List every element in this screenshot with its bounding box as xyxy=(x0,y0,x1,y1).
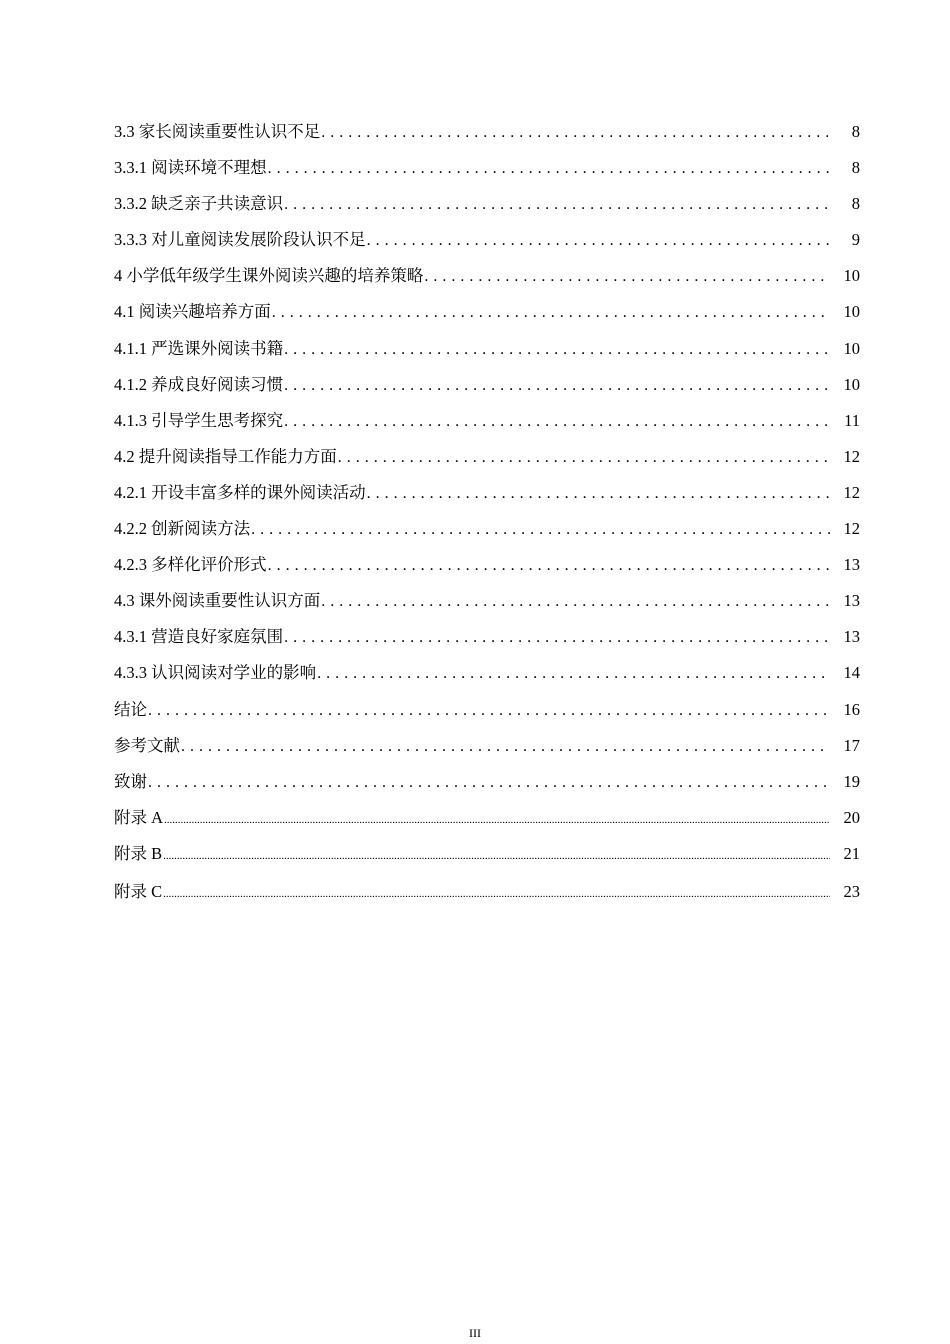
toc-entry-page: 10 xyxy=(843,266,860,286)
toc-entry[interactable] xyxy=(114,262,860,298)
dot-leader xyxy=(284,413,830,431)
toc-entry[interactable] xyxy=(114,371,860,407)
toc-entry-page: 13 xyxy=(843,627,860,647)
toc-entry[interactable] xyxy=(114,154,860,190)
dot-leader xyxy=(424,268,830,286)
dot-leader xyxy=(148,702,830,720)
dot-leader xyxy=(317,665,830,683)
toc-entry[interactable] xyxy=(114,732,860,768)
dot-leader xyxy=(367,232,830,250)
toc-entry[interactable] xyxy=(114,878,860,914)
toc-entry-page: 12 xyxy=(843,446,860,466)
toc-entry-page: 10 xyxy=(843,302,860,322)
toc-entry[interactable] xyxy=(114,840,860,876)
dot-leader xyxy=(163,846,830,864)
toc-entry-label: 附录 C xyxy=(114,881,163,901)
toc-entry[interactable] xyxy=(114,515,860,551)
toc-entry-page: 10 xyxy=(843,338,860,358)
toc-entry-label: 参考文献 xyxy=(114,735,180,755)
toc-entry-page: 20 xyxy=(843,807,860,827)
toc-entry[interactable] xyxy=(114,659,860,695)
dot-leader xyxy=(321,593,830,611)
toc-entry-page: 14 xyxy=(843,663,860,683)
dot-leader xyxy=(181,738,830,756)
dot-leader xyxy=(272,304,830,322)
dot-leader xyxy=(321,124,830,142)
toc-entry[interactable] xyxy=(114,298,860,334)
dot-leader xyxy=(164,810,830,828)
table-of-contents xyxy=(114,118,860,914)
dot-leader xyxy=(268,160,830,178)
dot-leader xyxy=(367,485,830,503)
toc-entry-label: 4.2.1 开设丰富多样的课外阅读活动 xyxy=(114,482,366,502)
toc-entry-page: 19 xyxy=(843,771,860,791)
toc-entry-page: 12 xyxy=(843,482,860,502)
toc-entry-label: 4.1.2 养成良好阅读习惯 xyxy=(114,374,284,394)
dot-leader xyxy=(284,196,830,214)
toc-entry[interactable] xyxy=(114,335,860,371)
toc-entry-label: 4.2.2 创新阅读方法 xyxy=(114,519,251,539)
toc-entry[interactable] xyxy=(114,190,860,226)
toc-entry-label: 3.3.2 缺乏亲子共读意识 xyxy=(114,194,284,214)
toc-entry-page: 21 xyxy=(843,843,860,863)
toc-entry-page: 23 xyxy=(843,881,860,901)
toc-entry-label: 3.3 家长阅读重要性认识不足 xyxy=(114,122,321,141)
dot-leader xyxy=(284,629,830,647)
toc-entry-label: 3.3.3 对儿童阅读发展阶段认识不足 xyxy=(114,230,366,250)
toc-entry-page: 17 xyxy=(843,735,860,755)
toc-entry[interactable] xyxy=(114,479,860,515)
toc-entry[interactable] xyxy=(114,443,860,479)
toc-entry-page: 13 xyxy=(843,591,860,611)
toc-entry-label: 4.1 阅读兴趣培养方面 xyxy=(114,302,271,322)
toc-entry-page: 8 xyxy=(851,194,860,214)
toc-entry[interactable] xyxy=(114,768,860,804)
toc-entry-label: 4.3.3 认识阅读对学业的影响 xyxy=(114,663,317,683)
dot-leader xyxy=(284,377,830,395)
toc-entry-page: 12 xyxy=(843,519,860,539)
dot-leader xyxy=(251,521,830,539)
dot-leader xyxy=(163,884,830,902)
toc-entry-label: 结论 xyxy=(114,699,147,719)
toc-entry-label: 致谢 xyxy=(114,771,147,791)
toc-entry-page: 10 xyxy=(843,374,860,394)
dot-leader xyxy=(284,341,830,359)
toc-entry[interactable] xyxy=(114,804,860,840)
toc-entry-page: 8 xyxy=(851,158,860,178)
toc-entry[interactable] xyxy=(114,226,860,262)
toc-entry-label: 附录 B xyxy=(114,843,163,863)
toc-entry[interactable] xyxy=(114,623,860,659)
toc-entry-label: 4.1.3 引导学生思考探究 xyxy=(114,410,284,430)
toc-entry-page: 11 xyxy=(844,410,860,430)
toc-entry[interactable] xyxy=(114,587,860,623)
dot-leader xyxy=(268,557,830,575)
toc-entry-label: 4.3.1 营造良好家庭氛围 xyxy=(114,627,284,647)
toc-entry-page: 16 xyxy=(843,699,860,719)
toc-entry[interactable] xyxy=(114,118,860,154)
toc-entry-label: 4.2.3 多样化评价形式 xyxy=(114,555,267,575)
toc-entry[interactable] xyxy=(114,696,860,732)
toc-entry[interactable] xyxy=(114,551,860,587)
toc-entry-label: 附录 A xyxy=(114,807,164,827)
page-number: III xyxy=(469,1326,481,1340)
toc-entry-label: 4.2 提升阅读指导工作能力方面 xyxy=(114,446,337,466)
toc-entry-label: 4 小学低年级学生课外阅读兴趣的培养策略 xyxy=(114,266,424,286)
toc-entry[interactable] xyxy=(114,407,860,443)
toc-entry-label: 4.1.1 严选课外阅读书籍 xyxy=(114,338,284,358)
dot-leader xyxy=(148,774,830,792)
toc-entry-page: 13 xyxy=(843,555,860,575)
dot-leader xyxy=(338,449,830,467)
toc-entry-label: 4.3 课外阅读重要性认识方面 xyxy=(114,591,321,611)
toc-entry-page: 8 xyxy=(851,122,860,141)
toc-entry-page: 9 xyxy=(851,230,860,250)
toc-entry-label: 3.3.1 阅读环境不理想 xyxy=(114,158,267,178)
